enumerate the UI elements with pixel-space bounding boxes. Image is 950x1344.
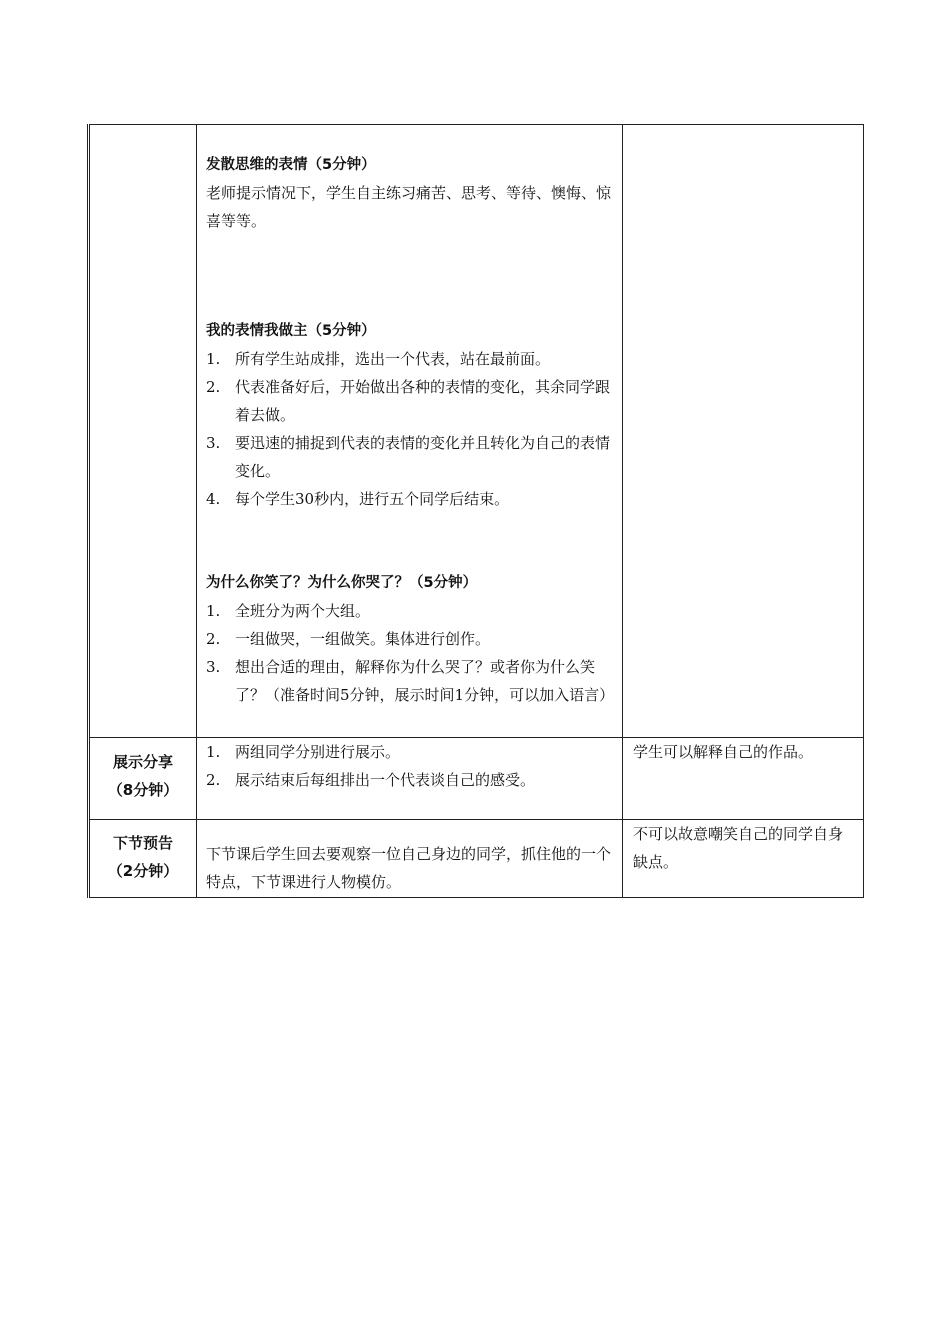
stage-label-title: 展示分享 xyxy=(112,753,173,771)
stage-label-cell-presentation xyxy=(89,738,197,820)
section-heading-why-laugh-cry: 为什么你笑了？为什么你哭了？（5分钟） xyxy=(206,575,478,591)
activity-content-cell-next-lesson xyxy=(197,820,623,898)
list-item: 4. 每个学生30秒内，进行五个同学后结束。 xyxy=(206,490,510,508)
note-text: 不可以故意嘲笑自己的同学自身缺点。 xyxy=(633,825,844,871)
note-text: 学生可以解释自己的作品。 xyxy=(633,743,814,761)
list-item: 2. 一组做哭，一组做笑。集体进行创作。 xyxy=(206,630,491,648)
section-heading-my-expression: 我的表情我做主（5分钟） xyxy=(206,323,376,339)
activity-content-cell xyxy=(197,125,623,738)
list-item: 3. 想出合适的理由，解释你为什么哭了？或者你为什么笑了？（准备时间5分钟，展示时间1分钟，可以加入语言） xyxy=(206,658,615,704)
table-row-next-lesson xyxy=(89,820,864,898)
stage-label-duration: （8分钟） xyxy=(107,781,179,799)
stage-label-duration: （2分钟） xyxy=(107,862,179,880)
steps-list-presentation xyxy=(206,738,614,794)
list-item: 1. 全班分为两个大组。 xyxy=(206,602,371,620)
list-item: 2. 代表准备好后，开始做出各种的表情的变化，其余同学跟着去做。 xyxy=(206,378,611,424)
table-row-presentation xyxy=(89,738,864,820)
stage-label-cell-next-lesson xyxy=(89,820,197,898)
list-item: 1. 所有学生站成排，选出一个代表，站在最前面。 xyxy=(206,350,551,368)
section-heading-divergent-expressions: 发散思维的表情（5分钟） xyxy=(206,157,376,173)
note-cell-next-lesson xyxy=(623,820,864,898)
note-cell-empty xyxy=(623,125,864,738)
steps-list-my-expression xyxy=(206,345,614,513)
activity-content-cell-presentation xyxy=(197,738,623,820)
section-paragraph-divergent-expressions: 老师提示情况下，学生自主练习痛苦、思考、等待、懊悔、惊喜等等。 xyxy=(206,184,612,230)
table-row-activities xyxy=(89,125,864,738)
note-cell-presentation xyxy=(623,738,864,820)
steps-list-why-laugh-cry xyxy=(206,597,614,709)
lesson-plan-table xyxy=(87,124,864,898)
stage-label-cell-empty xyxy=(89,125,197,738)
list-item: 1. 两组同学分别进行展示。 xyxy=(206,743,401,761)
list-item: 3. 要迅速的捕捉到代表的表情的变化并且转化为自己的表情变化。 xyxy=(206,434,611,480)
stage-label-title: 下节预告 xyxy=(112,834,173,852)
list-item: 2. 展示结束后每组排出一个代表谈自己的感受。 xyxy=(206,771,536,789)
next-lesson-paragraph: 下节课后学生回去要观察一位自己身边的同学，抓住他的一个特点，下节课进行人物模仿。 xyxy=(206,845,612,891)
